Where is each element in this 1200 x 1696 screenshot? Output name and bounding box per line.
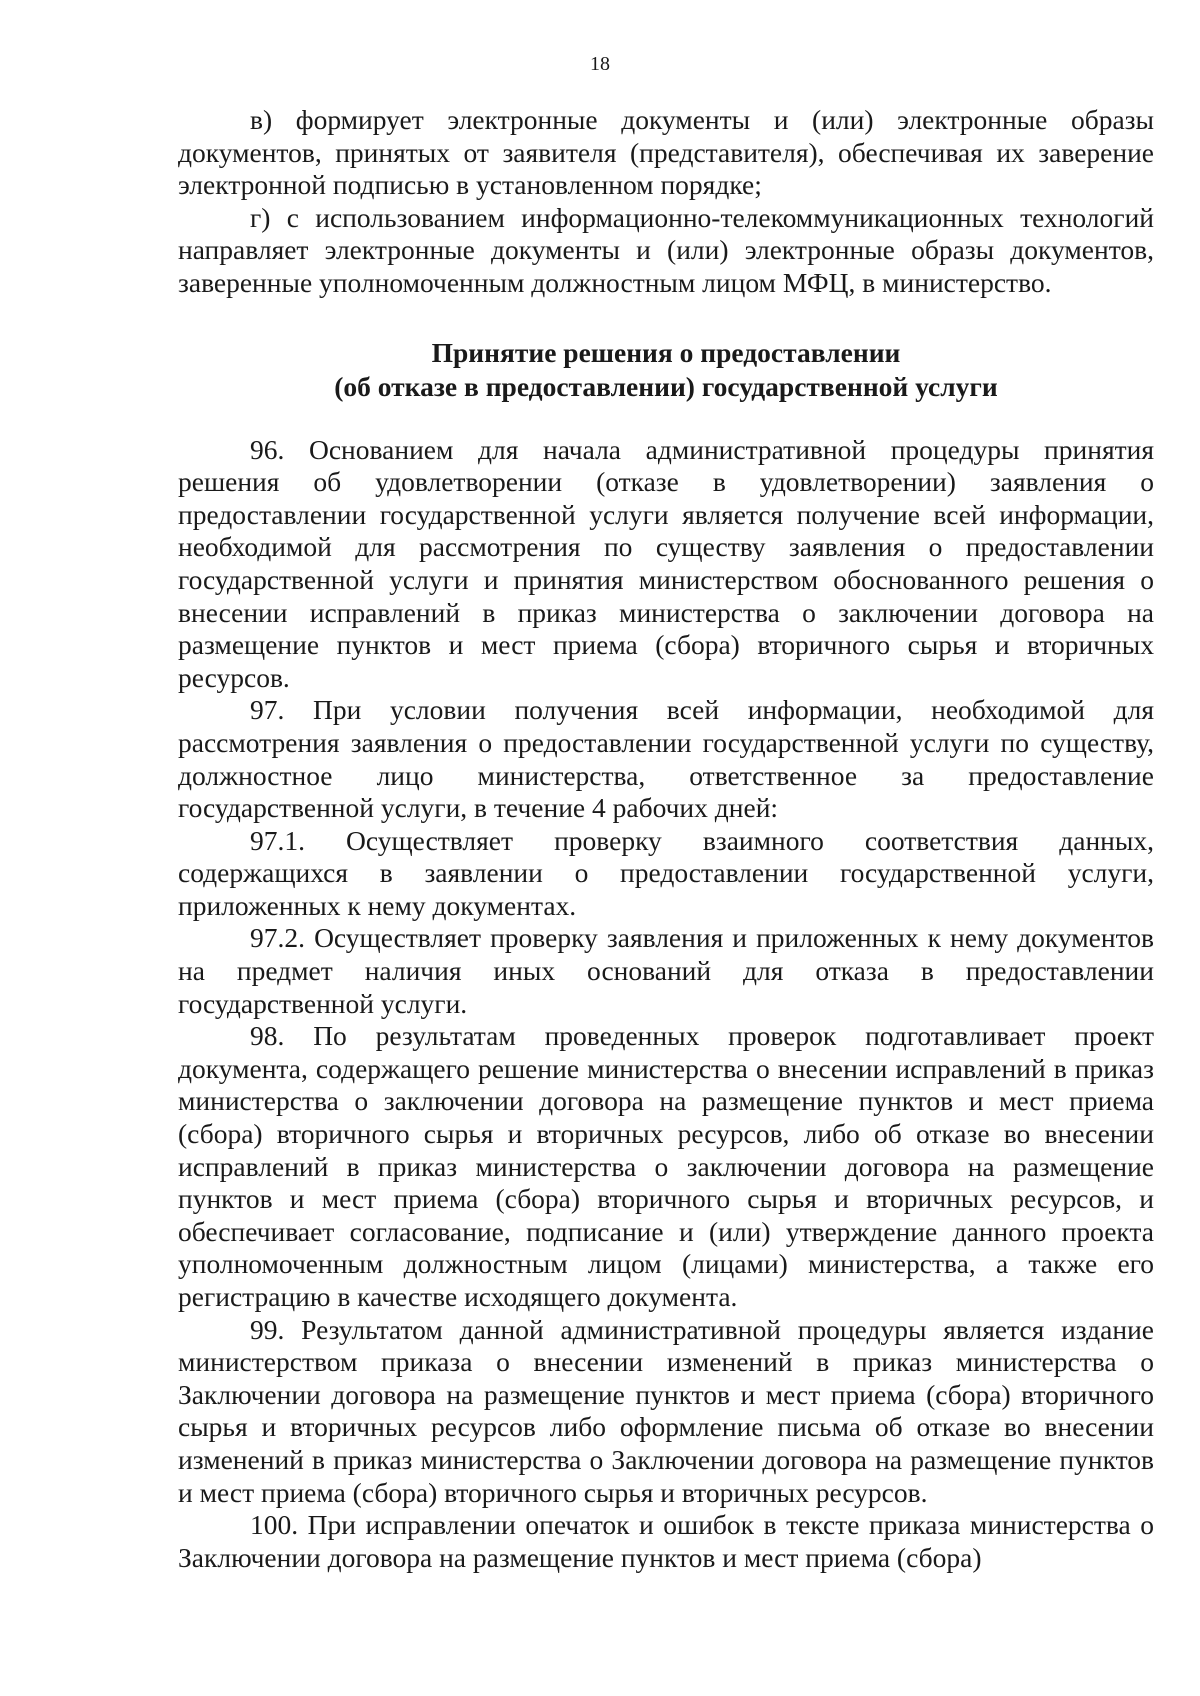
- paragraph-97-1: 97.1. Осуществляет проверку взаимного соответствия данных, содержащихся в заявлении о предоставлении государственной услуги, приложенных к нему документах.: [178, 824, 1154, 921]
- page-number: 18: [590, 53, 610, 75]
- paragraph-97-2: 97.2. Осуществляет проверку заявления и приложенных к нему документов на предмет наличия иных оснований для отказа в предоставлении государственной услуги.: [178, 922, 1154, 1019]
- section-heading-line-1: Принятие решения о предоставлении: [431, 336, 901, 368]
- section-heading: [178, 336, 1154, 404]
- section-heading-line-2: (об отказе в предоставлении) государственной услуги: [334, 370, 998, 402]
- paragraph-100: 100. При исправлении опечаток и ошибок в тексте приказа министерства о Заключении договора на размещение пунктов и мест приема (сбора): [178, 1509, 1154, 1573]
- paragraph-98: 98. По результатам проведенных проверок подготавливает проект документа, содержащего решение министерства о внесении исправлений в приказ министерства о заключении договора на размещение пунктов и мест приема (сбора) вторичного сырья и вторичных ресурсов, либо об отказе во внесении исправлений в приказ министерства о заключении договора на размещение пунктов и мест приема (сбора) вторичного сырья и вторичных ресурсов, и обеспечивает согласование, подписание и (или) утверждение данного проекта уполномоченным должностным лицом (лицами) министерства, а также его регистрацию в качестве исходящего документа.: [178, 1020, 1154, 1312]
- paragraph-g: г) с использованием информационно-телекоммуникационных технологий направляет электронные документы и (или) электронные образы документов, заверенные уполномоченным должностным лицом МФЦ, в министерство.: [178, 201, 1154, 298]
- paragraph-97: 97. При условии получения всей информации, необходимой для рассмотрения заявления о предоставлении государственной услуги по существу, должностное лицо министерства, ответственное за предоставление государственной услуги, в течение 4 рабочих дней:: [178, 694, 1154, 824]
- paragraph-v: в) формирует электронные документы и (или) электронные образы документов, принятых от заявителя (представителя), обеспечивая их заверение электронной подписью в установленном порядке;: [178, 104, 1154, 201]
- document-body: [178, 104, 1154, 1574]
- paragraph-96: 96. Основанием для начала административной процедуры принятия решения об удовлетворении (отказе в удовлетворении) заявления о предоставлении государственной услуги является получение всей информации, необходимой для рассмотрения по существу заявления о предоставлении государственной услуги и принятия министерством обоснованного решения о внесении исправлений в приказ министерства о заключении договора на размещение пунктов и мест приема (сбора) вторичного сырья и вторичных ресурсов.: [178, 433, 1154, 693]
- paragraph-99: 99. Результатом данной административной процедуры является издание министерством приказа о внесении изменений в приказ министерства о Заключении договора на размещение пунктов и мест приема (сбора) вторичного сырья и вторичных ресурсов либо оформление письма об отказе во внесении изменений в приказ министерства о Заключении договора на размещение пунктов и мест приема (сбора) вторичного сырья и вторичных ресурсов.: [178, 1313, 1154, 1508]
